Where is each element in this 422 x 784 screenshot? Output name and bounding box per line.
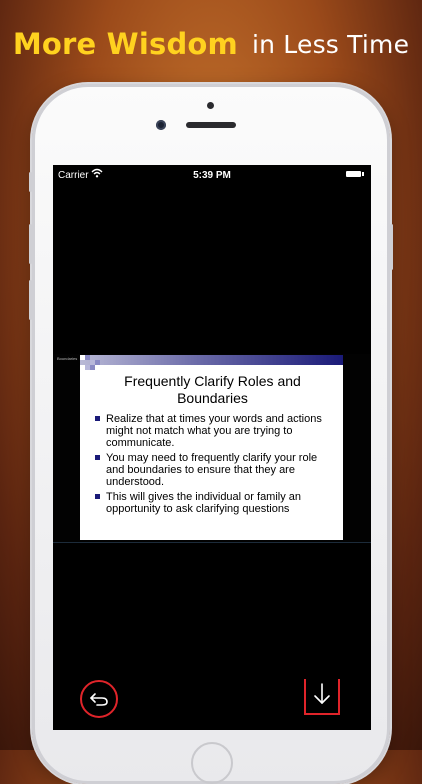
volume-up-button <box>29 224 32 264</box>
earpiece-speaker <box>186 122 236 128</box>
download-arrow-icon <box>311 683 333 709</box>
list-item <box>92 413 330 449</box>
square-bullet-icon <box>95 494 100 499</box>
clock: 5:39 PM <box>193 170 231 181</box>
back-button[interactable] <box>80 680 118 718</box>
slide-thumbnail-label: Boundaries <box>57 356 78 361</box>
slide-header-bar <box>80 355 343 365</box>
bullet-text: You may need to frequently clarify your role and boundaries to ensure that they are understood. <box>106 452 318 488</box>
app-screen <box>53 165 371 730</box>
slide-title: Frequently Clarify Roles and Boundaries <box>124 373 301 406</box>
list-item <box>92 491 330 515</box>
headline-highlight: More Wisdom <box>12 27 238 61</box>
home-button[interactable] <box>191 742 233 784</box>
square-bullet-icon <box>95 455 100 460</box>
mute-switch <box>29 172 32 192</box>
headline-rest: in Less Time <box>251 29 410 59</box>
front-camera <box>156 120 166 130</box>
battery-icon <box>346 171 361 177</box>
list-item <box>92 452 330 488</box>
download-button[interactable] <box>304 679 340 715</box>
presentation-slide[interactable] <box>80 355 343 540</box>
square-bullet-icon <box>95 416 100 421</box>
carrier-label: Carrier <box>58 170 89 181</box>
power-button <box>390 224 393 270</box>
status-bar <box>53 165 371 185</box>
bullet-text: Realize that at times your words and actions might not match what you are trying to communicate. <box>106 413 322 449</box>
promo-headline <box>0 22 422 66</box>
bullet-text: This will gives the individual or family an opportunity to ask clarifying questions <box>106 491 302 515</box>
undo-arrow-icon <box>89 691 109 707</box>
volume-down-button <box>29 280 32 320</box>
slide-bullet-list <box>92 413 330 518</box>
slide-decoration <box>80 355 104 373</box>
proximity-sensor <box>207 102 214 109</box>
